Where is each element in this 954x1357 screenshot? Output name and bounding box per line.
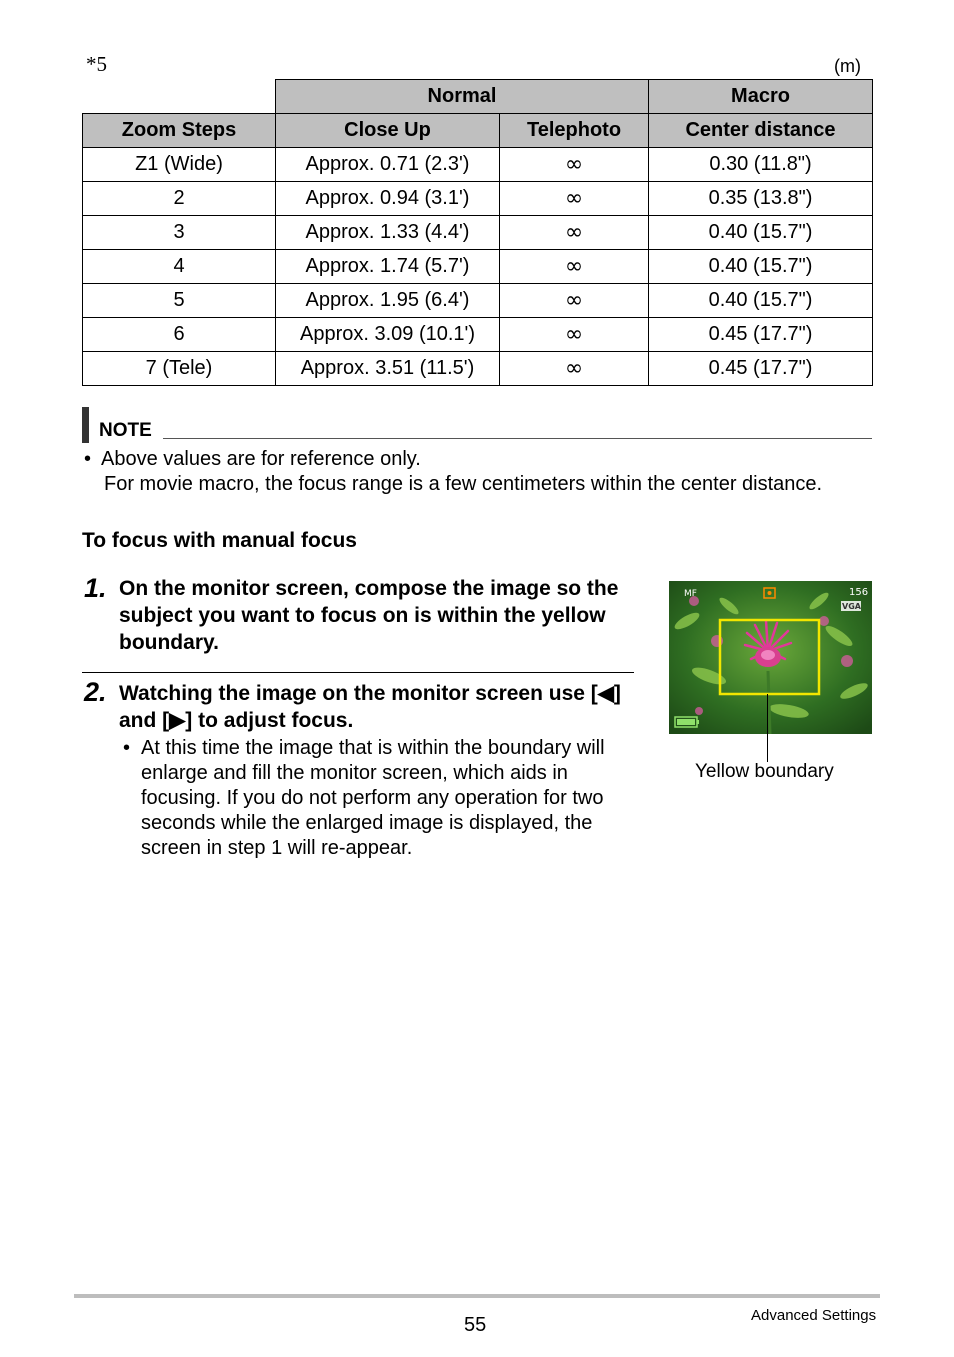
step-1-text: On the monitor screen, compose the image so the subject you want to focus on is within the yellow boundary. [119, 577, 619, 654]
footnote-marker: *5 [86, 52, 107, 76]
step-2-bullet: • [123, 737, 131, 759]
note-body [84, 447, 822, 497]
cell-center-distance: 0.40 (15.7") [649, 284, 873, 318]
cell-center-distance: 0.45 (17.7") [649, 352, 873, 386]
footer-section-name: Advanced Settings [751, 1307, 877, 1324]
cell-close-up: Approx. 0.71 (2.3') [276, 148, 500, 182]
cell-zoom-step: 7 (Tele) [83, 352, 276, 386]
column-header-center-distance: Center distance [649, 114, 873, 148]
group-header-macro: Macro [649, 80, 873, 114]
column-header-telephoto: Telephoto [500, 114, 649, 148]
table-row [83, 352, 873, 386]
cell-telephoto: ∞ [500, 318, 649, 352]
column-header-zoom-steps: Zoom Steps [83, 114, 276, 148]
note-marker-bar [82, 407, 89, 443]
cell-center-distance: 0.30 (11.8") [649, 148, 873, 182]
cell-center-distance: 0.40 (15.7") [649, 250, 873, 284]
cell-zoom-step: 3 [83, 216, 276, 250]
focus-range-table [82, 79, 873, 386]
unit-label: (m) [834, 56, 861, 76]
step-divider [82, 672, 634, 673]
cell-zoom-step: Z1 (Wide) [83, 148, 276, 182]
step-2-detail [123, 736, 623, 861]
column-header-close-up: Close Up [276, 114, 500, 148]
cell-close-up: Approx. 3.09 (10.1') [276, 318, 500, 352]
cell-center-distance: 0.40 (15.7") [649, 216, 873, 250]
cell-telephoto: ∞ [500, 250, 649, 284]
cell-center-distance: 0.45 (17.7") [649, 318, 873, 352]
table-row [83, 182, 873, 216]
table-row [83, 216, 873, 250]
cell-telephoto: ∞ [500, 148, 649, 182]
cell-telephoto: ∞ [500, 352, 649, 386]
cell-zoom-step: 2 [83, 182, 276, 216]
step-2-text: Watching the image on the monitor screen use [◀] and [▶] to adjust focus. [119, 682, 621, 732]
note-label: NOTE [99, 420, 152, 441]
cell-telephoto: ∞ [500, 182, 649, 216]
table-column-header-row [83, 114, 873, 148]
cell-zoom-step: 6 [83, 318, 276, 352]
caption-leader-line [767, 694, 768, 762]
cell-close-up: Approx. 1.95 (6.4') [276, 284, 500, 318]
cell-telephoto: ∞ [500, 284, 649, 318]
note-divider [163, 438, 872, 439]
group-header-normal: Normal [276, 80, 649, 114]
cell-center-distance: 0.35 (13.8") [649, 182, 873, 216]
step-1-number: 1. [84, 573, 107, 603]
table-header-blank [83, 80, 276, 114]
mf-indicator: MF [684, 589, 697, 599]
monitor-screen-image [669, 581, 872, 734]
table-row [83, 148, 873, 182]
cell-close-up: Approx. 1.74 (5.7') [276, 250, 500, 284]
note-line-2: For movie macro, the focus range is a few centimeters within the center distance. [104, 473, 823, 495]
image-caption: Yellow boundary [695, 761, 834, 782]
table-group-header-row [83, 80, 873, 114]
note-bullet: • [84, 448, 92, 470]
cell-zoom-step: 4 [83, 250, 276, 284]
cell-close-up: Approx. 3.51 (11.5') [276, 352, 500, 386]
note-line-1: Above values are for reference only. [101, 448, 421, 470]
shots-remaining: 156 [849, 587, 869, 598]
footer-rule [74, 1294, 880, 1298]
table-row [83, 284, 873, 318]
cell-telephoto: ∞ [500, 216, 649, 250]
page-number: 55 [464, 1314, 487, 1336]
cell-close-up: Approx. 0.94 (3.1') [276, 182, 500, 216]
table-row [83, 250, 873, 284]
step-2-number: 2. [84, 677, 107, 707]
table-row [83, 318, 873, 352]
image-size-label: VGA [842, 602, 861, 611]
section-title: To focus with manual focus [82, 529, 357, 552]
cell-zoom-step: 5 [83, 284, 276, 318]
step-2-detail-text: At this time the image that is within the boundary will enlarge and fill the monitor screen, which aids in focusing. If you do not perform any operation for two seconds while the enlarged image is displayed, the screen in step 1 will re-appear. [141, 737, 605, 859]
cell-close-up: Approx. 1.33 (4.4') [276, 216, 500, 250]
